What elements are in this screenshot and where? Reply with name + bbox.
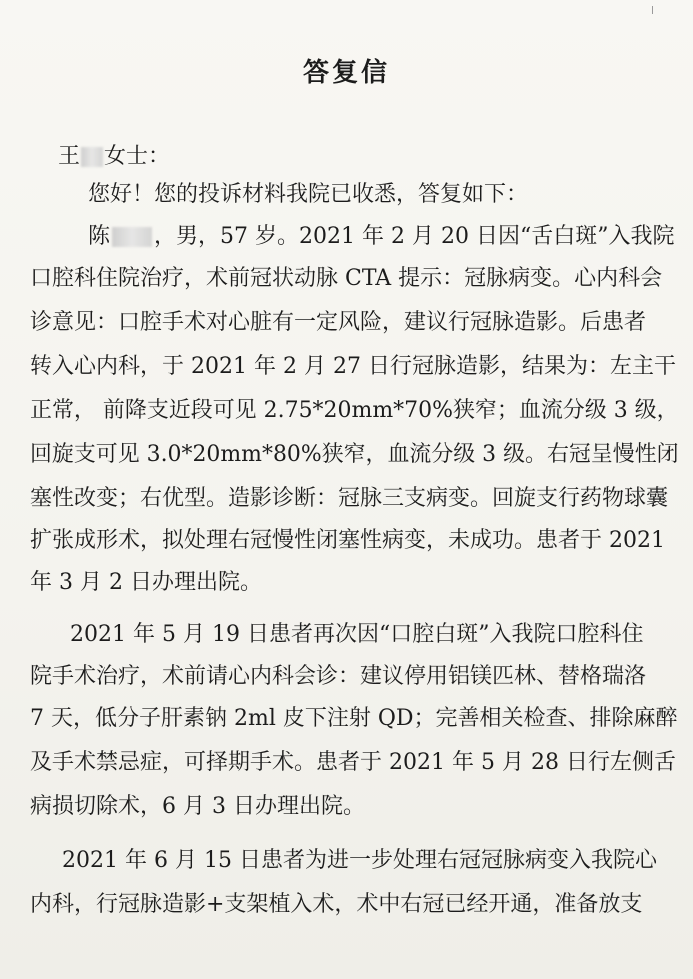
letter-title: 答复信 bbox=[302, 58, 390, 88]
paragraph-1-line-8: 扩张成形术，拟处理右冠慢性闭塞性病变，未成功。患者于 2021 bbox=[30, 528, 665, 553]
patient-surname: 陈 bbox=[88, 224, 111, 249]
redacted-patient-name bbox=[112, 227, 152, 247]
paragraph-1-line-6: 回旋支可见 3.0*20mm*80%狭窄，血流分级 3 级。右冠呈慢性闭 bbox=[30, 442, 679, 467]
salutation-surname: 王 bbox=[58, 144, 81, 169]
paragraph-1-line-7: 塞性改变；右优型。造影诊断：冠脉三支病变。回旋支行药物球囊 bbox=[30, 486, 669, 511]
paragraph-3-line-2: 内科，行冠脉造影+支架植入术，术中右冠已经开通，准备放支 bbox=[30, 892, 643, 917]
page-corner-mark bbox=[652, 6, 659, 14]
paragraph-1-line-1-text: ，男，57 岁。2021 年 2 月 20 日因“舌白斑”入我院 bbox=[154, 224, 675, 249]
redacted-name bbox=[81, 147, 103, 167]
paragraph-2-line-5: 病损切除术，6 月 3 日办理出院。 bbox=[30, 794, 365, 819]
paragraph-1-line-5: 正常， 前降支近段可见 2.75*20mm*70%狭窄；血流分级 3 级， bbox=[30, 398, 679, 423]
paragraph-1-line-1 bbox=[88, 222, 674, 252]
paragraph-2-line-3: 7 天，低分子肝素钠 2ml 皮下注射 QD；完善相关检查、排除麻醉 bbox=[30, 706, 678, 731]
paragraph-1-line-3: 诊意见：口腔手术对心脏有一定风险，建议行冠脉造影。后患者 bbox=[30, 310, 647, 335]
salutation bbox=[58, 142, 170, 172]
greeting-line: 您好！您的投诉材料我院已收悉，答复如下： bbox=[88, 182, 529, 207]
paragraph-1-line-2: 口腔科住院治疗，术前冠状动脉 CTA 提示：冠脉病变。心内科会 bbox=[30, 266, 663, 291]
paragraph-1-line-4: 转入心内科，于 2021 年 2 月 27 日行冠脉造影，结果为：左主干 bbox=[30, 354, 676, 379]
paragraph-2-line-4: 及手术禁忌症，可择期手术。患者于 2021 年 5 月 28 日行左侧舌 bbox=[30, 750, 676, 775]
paragraph-1-line-9: 年 3 月 2 日办理出院。 bbox=[30, 570, 262, 595]
paragraph-2-line-1: 2021 年 5 月 19 日患者再次因“口腔白斑”入我院口腔科住 bbox=[70, 622, 644, 647]
salutation-title: 女士： bbox=[104, 144, 171, 169]
paragraph-3-line-1: 2021 年 6 月 15 日患者为进一步处理右冠冠脉病变入我院心 bbox=[62, 848, 657, 873]
paragraph-2-line-2: 院手术治疗，术前请心内科会诊：建议停用铝镁匹林、替格瑞洛 bbox=[30, 664, 647, 689]
